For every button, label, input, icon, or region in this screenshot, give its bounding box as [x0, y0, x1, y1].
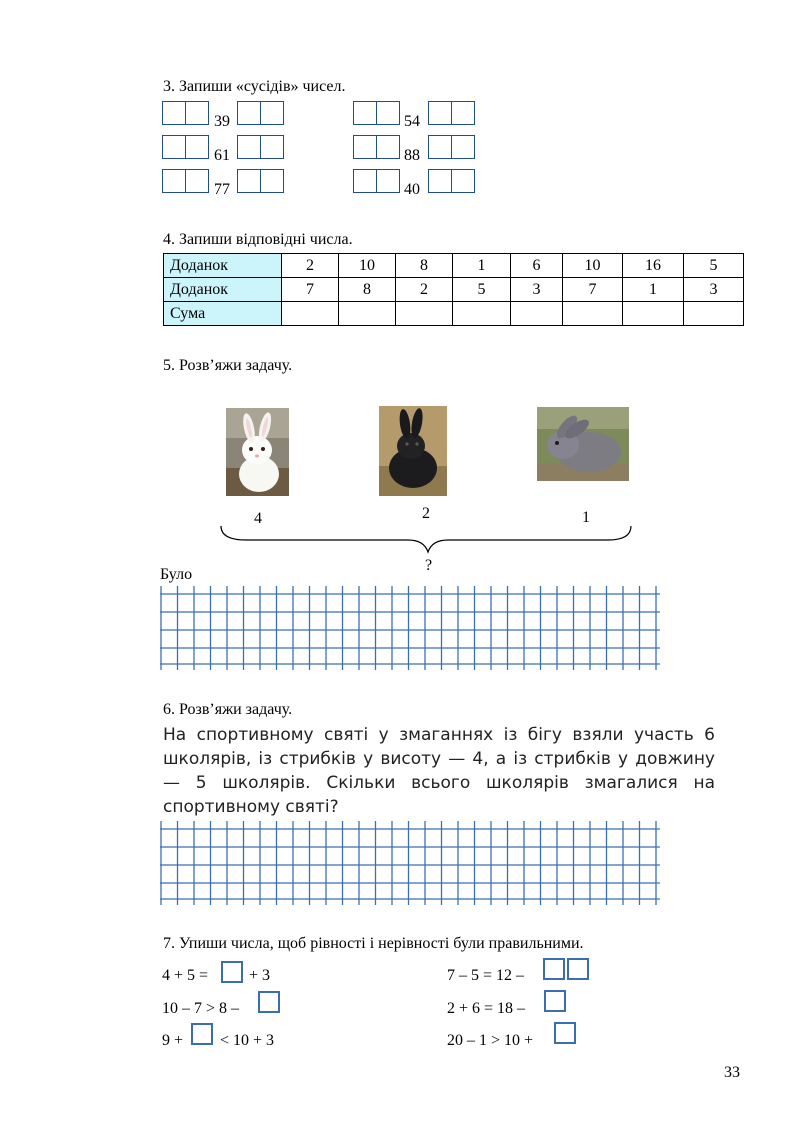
task6-title: 6. Розв’яжи задачу.: [163, 701, 293, 718]
page-number: 33: [724, 1064, 740, 1081]
task4-title: 4. Запиши відповідні числа.: [163, 231, 353, 248]
table-cell: 5: [453, 278, 511, 302]
neighbor-before-39[interactable]: [162, 101, 209, 125]
answer-grid-1[interactable]: [160, 586, 660, 670]
row-label: Доданок: [164, 254, 282, 278]
equation-left-1a: 4 + 5 =: [162, 967, 209, 984]
table-cell: 8: [396, 254, 453, 278]
sum-input-cell[interactable]: [339, 302, 396, 326]
curly-brace: [218, 524, 634, 554]
table-cell: 1: [453, 254, 511, 278]
sum-input-cell[interactable]: [684, 302, 744, 326]
white-rabbit-image: [226, 408, 289, 496]
addition-table: [163, 253, 744, 326]
neighbor-number: 40: [404, 181, 420, 198]
neighbor-after-39[interactable]: [237, 101, 284, 125]
sum-input-cell[interactable]: [623, 302, 684, 326]
equation-right-3a: 20 – 1 > 10 +: [447, 1032, 534, 1049]
answer-box[interactable]: [191, 1023, 213, 1045]
table-cell: 2: [396, 278, 453, 302]
label-bulo: Було: [160, 566, 193, 583]
table-cell: 16: [623, 254, 684, 278]
neighbor-number: 61: [214, 147, 230, 164]
table-cell: 10: [339, 254, 396, 278]
table-cell: 5: [684, 254, 744, 278]
question-mark: ?: [425, 557, 433, 574]
neighbor-before-77[interactable]: [162, 169, 209, 193]
table-row: [164, 302, 744, 326]
table-row: [164, 254, 744, 278]
table-cell: 3: [511, 278, 563, 302]
sum-input-cell[interactable]: [282, 302, 339, 326]
equation-left-3b: < 10 + 3: [220, 1032, 275, 1049]
answer-box[interactable]: [554, 1022, 576, 1044]
answer-box[interactable]: [258, 991, 280, 1013]
neighbor-before-61[interactable]: [162, 135, 209, 159]
neighbor-after-54[interactable]: [428, 101, 475, 125]
table-cell: 7: [563, 278, 623, 302]
equation-left-1b: + 3: [249, 967, 271, 984]
table-cell: 6: [511, 254, 563, 278]
neighbor-before-54[interactable]: [353, 101, 400, 125]
sum-input-cell[interactable]: [511, 302, 563, 326]
count-white-rabbits: 4: [254, 510, 262, 527]
row-label: Доданок: [164, 278, 282, 302]
answer-box[interactable]: [567, 958, 589, 980]
sum-input-cell[interactable]: [563, 302, 623, 326]
neighbor-before-88[interactable]: [353, 135, 400, 159]
table-cell: 3: [684, 278, 744, 302]
neighbor-number: 39: [214, 113, 230, 130]
neighbor-after-40[interactable]: [428, 169, 475, 193]
count-gray-rabbits: 1: [582, 509, 590, 526]
neighbor-before-40[interactable]: [353, 169, 400, 193]
task6-text: На спортивному святі у змаганнях із бігу взяли участь 6 школярів, із стрибків у висоту — 4, а із стрибків у довжину — 5 школярів. Скільки всього школярів змагалися на спортивному святі?: [163, 725, 715, 817]
task5-title: 5. Розв’яжи задачу.: [163, 357, 293, 374]
equation-left-3a: 9 +: [162, 1032, 184, 1049]
equation-right-1a: 7 – 5 = 12 –: [447, 967, 525, 984]
sum-input-cell[interactable]: [453, 302, 511, 326]
task3-title: 3. Запиши «сусідів» чисел.: [163, 78, 346, 95]
gray-rabbit-image: [537, 407, 629, 481]
black-rabbit-image: [379, 406, 447, 496]
neighbor-number: 77: [214, 181, 230, 198]
equation-right-2a: 2 + 6 = 18 –: [447, 1000, 526, 1017]
table-cell: 10: [563, 254, 623, 278]
answer-grid-2[interactable]: [160, 821, 660, 905]
count-black-rabbits: 2: [422, 505, 430, 522]
neighbor-after-77[interactable]: [237, 169, 284, 193]
neighbor-after-88[interactable]: [428, 135, 475, 159]
equation-left-2a: 10 – 7 > 8 –: [162, 1000, 240, 1017]
task7-title: 7. Упиши числа, щоб рівності і нерівності були правильними.: [163, 935, 584, 952]
table-row: [164, 278, 744, 302]
table-cell: 2: [282, 254, 339, 278]
answer-box[interactable]: [543, 958, 565, 980]
neighbor-after-61[interactable]: [237, 135, 284, 159]
answer-box[interactable]: [221, 961, 243, 983]
table-cell: 8: [339, 278, 396, 302]
sum-input-cell[interactable]: [396, 302, 453, 326]
answer-box[interactable]: [544, 990, 566, 1012]
table-cell: 7: [282, 278, 339, 302]
neighbor-number: 54: [404, 113, 420, 130]
table-cell: 1: [623, 278, 684, 302]
row-label: Сума: [164, 302, 282, 326]
neighbor-number: 88: [404, 147, 420, 164]
